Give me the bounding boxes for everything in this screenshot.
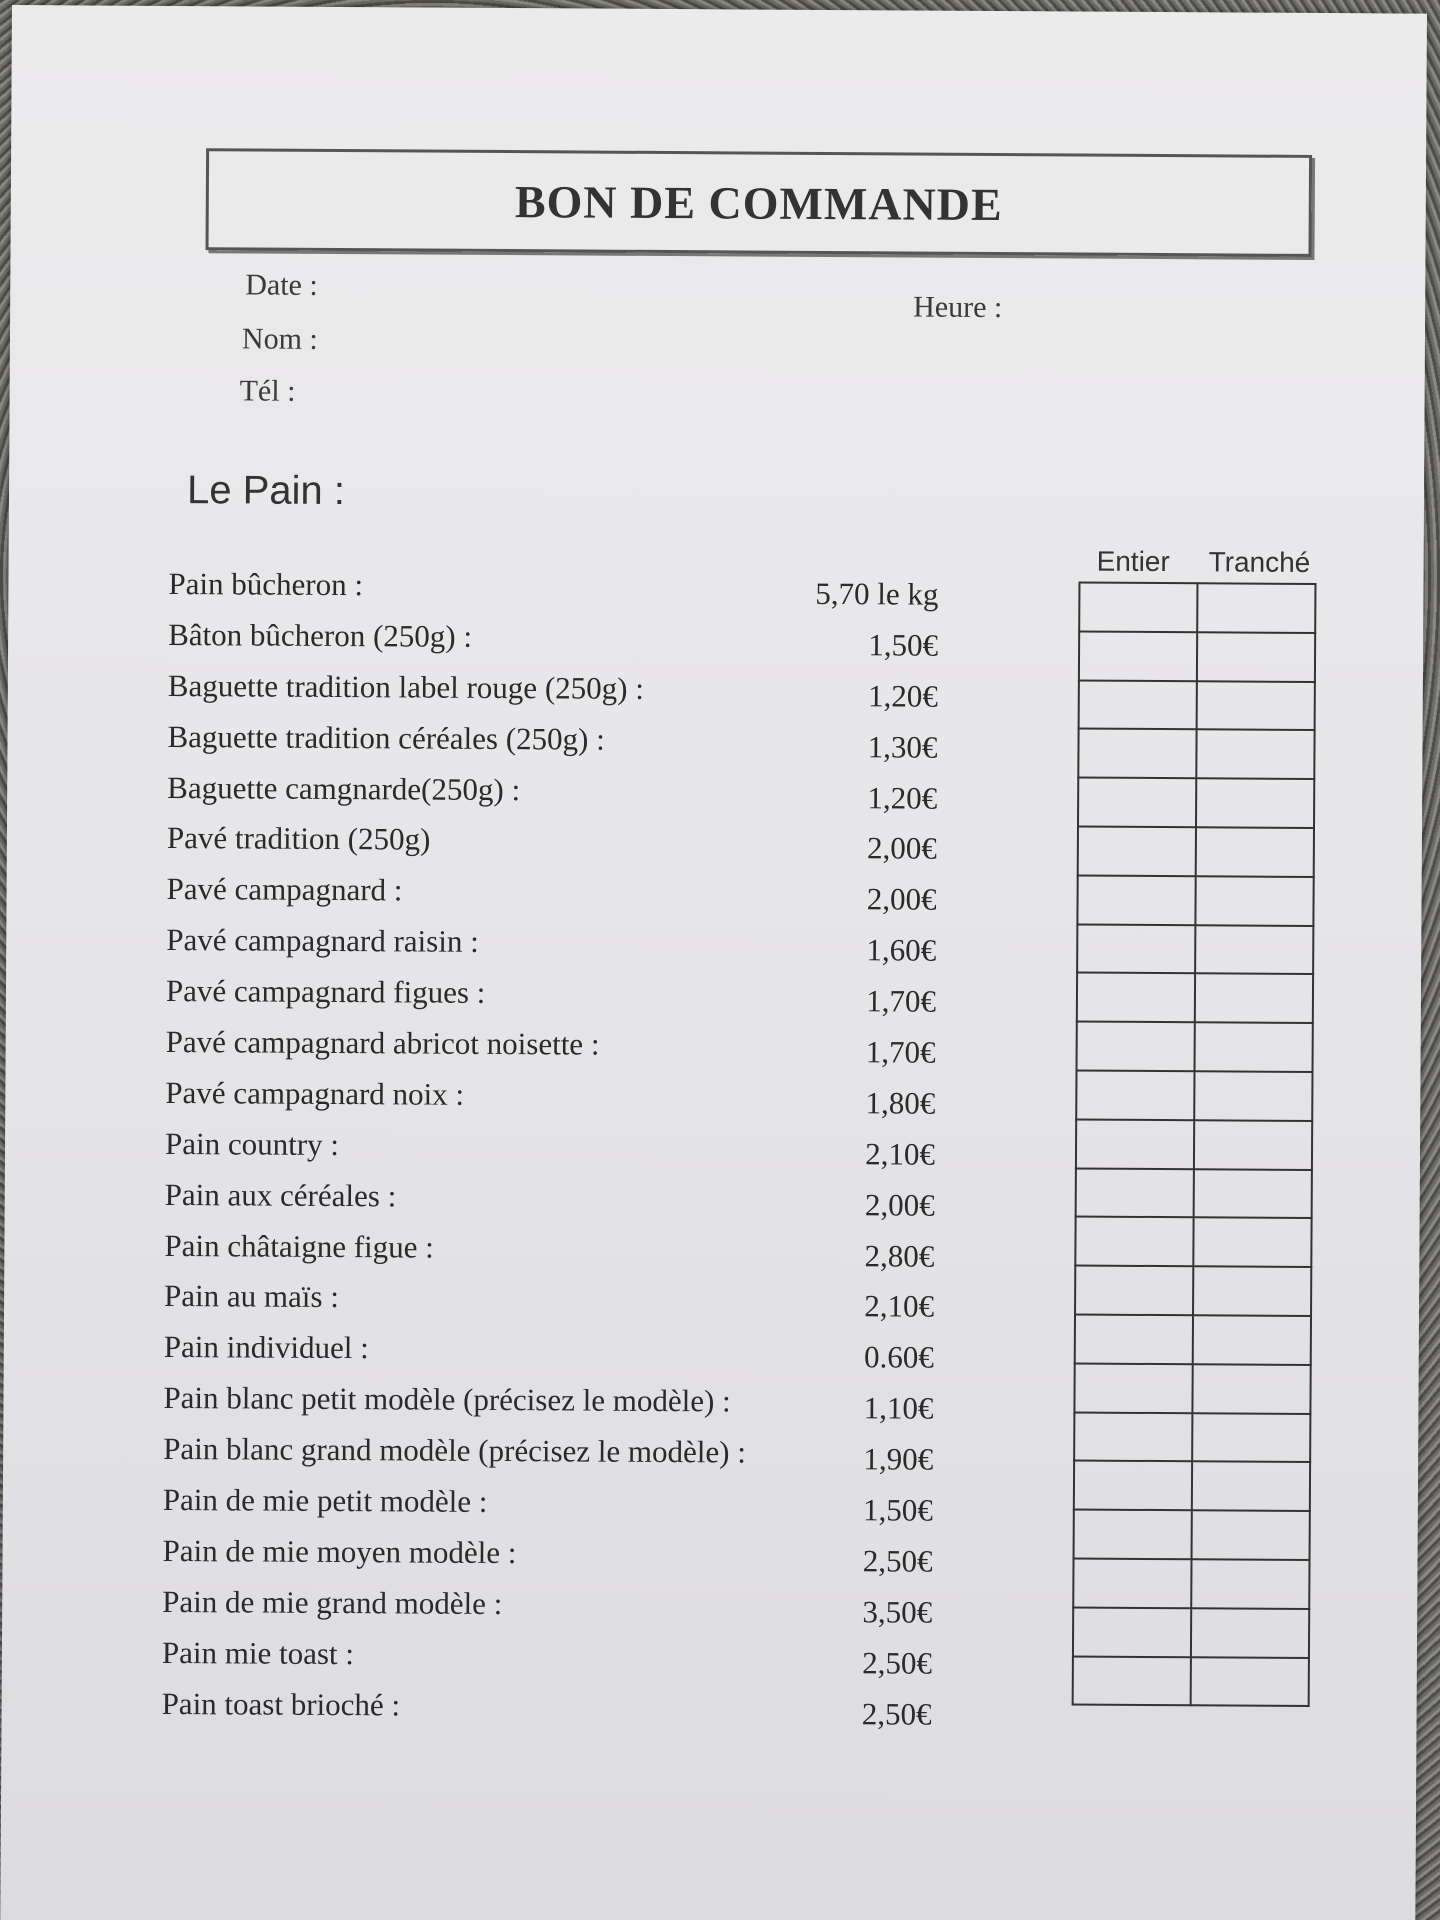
grid-row xyxy=(1076,1168,1312,1218)
list-item xyxy=(163,1431,933,1487)
grid-row xyxy=(1078,729,1314,779)
tranche-box[interactable] xyxy=(1194,1071,1312,1121)
item-name: Pain de mie petit modèle : xyxy=(162,1481,488,1519)
section-title-pain: Le Pain : xyxy=(186,468,346,514)
entier-box[interactable] xyxy=(1076,1168,1194,1218)
title-frame xyxy=(206,148,1313,257)
item-price: 2,00€ xyxy=(866,881,937,918)
item-name: Pain bûcheron : xyxy=(168,565,364,603)
date-label: Date : xyxy=(245,268,318,302)
list-item xyxy=(168,668,938,724)
item-name: Pain country : xyxy=(164,1125,340,1162)
tranche-box[interactable] xyxy=(1192,1364,1310,1414)
bread-price-list xyxy=(161,566,938,1741)
item-price: 1,20€ xyxy=(867,678,938,714)
tranche-box[interactable] xyxy=(1195,876,1313,926)
grid-row xyxy=(1076,1119,1312,1169)
list-item xyxy=(166,871,936,927)
grid-row xyxy=(1079,631,1315,681)
grid-row xyxy=(1073,1558,1309,1608)
entier-box[interactable] xyxy=(1077,924,1195,974)
item-name: Bâton bûcheron (250g) : xyxy=(168,616,473,654)
grid-row xyxy=(1077,924,1313,974)
item-price: 1,50€ xyxy=(868,627,939,663)
tranche-box[interactable] xyxy=(1193,1315,1311,1365)
tranche-box[interactable] xyxy=(1192,1462,1310,1512)
page-title: BON DE COMMANDE xyxy=(514,175,1003,230)
item-name: Baguette tradition label rouge (250g) : xyxy=(167,667,645,706)
item-price: 2,50€ xyxy=(861,1695,932,1732)
list-item xyxy=(162,1533,932,1589)
tranche-box[interactable] xyxy=(1191,1657,1309,1707)
tranche-box[interactable] xyxy=(1196,730,1314,780)
heure-label: Heure : xyxy=(913,290,1003,325)
list-item xyxy=(162,1584,932,1640)
order-quantity-grid xyxy=(1072,582,1317,1708)
list-item xyxy=(165,1126,935,1182)
item-name: Pavé campagnard abricot noisette : xyxy=(165,1023,600,1062)
grid-row xyxy=(1076,1070,1312,1120)
tranche-box[interactable] xyxy=(1191,1559,1309,1609)
grid-row xyxy=(1074,1510,1310,1560)
tranche-box[interactable] xyxy=(1194,1120,1312,1170)
item-name: Pavé tradition (250g) xyxy=(166,820,431,858)
item-price: 2,80€ xyxy=(864,1237,935,1274)
list-item xyxy=(168,566,938,622)
tranche-box[interactable] xyxy=(1192,1510,1310,1560)
entier-box[interactable] xyxy=(1074,1461,1192,1511)
tranche-box[interactable] xyxy=(1194,1169,1312,1219)
list-item xyxy=(167,820,937,876)
tranche-box[interactable] xyxy=(1196,827,1314,877)
item-name: Baguette tradition céréales (250g) : xyxy=(167,718,605,757)
item-price: 1,20€ xyxy=(867,779,938,816)
item-name: Pavé campagnard noix : xyxy=(165,1074,465,1112)
tel-label: Tél : xyxy=(239,374,296,408)
list-item xyxy=(164,1228,934,1284)
entier-box[interactable] xyxy=(1079,680,1197,730)
item-price: 1,90€ xyxy=(863,1441,934,1477)
item-price: 2,50€ xyxy=(862,1543,933,1579)
tranche-box[interactable] xyxy=(1196,778,1314,828)
tranche-box[interactable] xyxy=(1195,974,1313,1024)
grid-row xyxy=(1078,778,1314,828)
item-price: 2,50€ xyxy=(862,1644,932,1681)
item-name: Pain de mie moyen modèle : xyxy=(162,1532,517,1571)
grid-row xyxy=(1074,1461,1310,1511)
grid-row xyxy=(1077,875,1313,925)
entier-box[interactable] xyxy=(1073,1607,1191,1657)
grid-row xyxy=(1074,1412,1310,1462)
order-form-sheet xyxy=(0,5,1427,1920)
item-name: Pain blanc petit modèle (précisez le modèle) : xyxy=(163,1380,731,1419)
item-price: 2,10€ xyxy=(864,1288,935,1325)
entier-box[interactable] xyxy=(1074,1510,1192,1560)
nom-label: Nom : xyxy=(241,322,318,356)
tranche-box[interactable] xyxy=(1197,632,1315,682)
item-name: Pain châtaigne figue : xyxy=(164,1227,434,1265)
entier-box[interactable] xyxy=(1074,1363,1192,1413)
list-item xyxy=(165,1075,935,1131)
list-item xyxy=(162,1635,932,1691)
grid-row xyxy=(1079,680,1315,730)
list-item xyxy=(165,1177,935,1233)
entier-box[interactable] xyxy=(1077,973,1195,1023)
list-item xyxy=(166,922,936,978)
entier-box[interactable] xyxy=(1075,1217,1193,1267)
entier-box[interactable] xyxy=(1077,1022,1195,1072)
entier-box[interactable] xyxy=(1075,1314,1193,1364)
tranche-box[interactable] xyxy=(1193,1218,1311,1268)
item-price: 2,00€ xyxy=(867,830,937,867)
item-name: Pavé campagnard : xyxy=(166,871,403,908)
grid-row xyxy=(1075,1314,1311,1364)
item-price: 1,70€ xyxy=(866,983,937,1019)
item-name: Pain toast brioché : xyxy=(161,1685,401,1722)
entier-box[interactable] xyxy=(1077,875,1195,925)
grid-row xyxy=(1073,1607,1309,1657)
tranche-box[interactable] xyxy=(1192,1413,1310,1463)
entier-box[interactable] xyxy=(1078,778,1196,828)
tranche-box[interactable] xyxy=(1197,583,1315,633)
grid-row xyxy=(1075,1266,1311,1316)
item-name: Pavé campagnard raisin : xyxy=(166,922,479,960)
grid-row xyxy=(1077,973,1313,1023)
item-price: 1,80€ xyxy=(865,1085,936,1121)
item-name: Pain au maïs : xyxy=(164,1278,340,1315)
list-item xyxy=(166,973,936,1029)
grid-row xyxy=(1075,1217,1311,1267)
list-item xyxy=(163,1380,933,1436)
entier-box[interactable] xyxy=(1079,583,1197,633)
item-price: 5,70 le kg xyxy=(815,575,939,612)
item-name: Pain mie toast : xyxy=(161,1634,355,1671)
item-name: Pain aux céréales : xyxy=(164,1176,397,1214)
item-price: 0.60€ xyxy=(863,1339,934,1376)
column-header-tranche: Tranché xyxy=(1208,546,1311,578)
list-item xyxy=(163,1482,933,1538)
item-name: Pain de mie grand modèle : xyxy=(162,1583,503,1621)
entier-box[interactable] xyxy=(1073,1656,1191,1706)
entier-box[interactable] xyxy=(1079,631,1197,681)
list-item xyxy=(165,1024,935,1080)
list-item xyxy=(161,1686,931,1742)
item-name: Pain individuel : xyxy=(163,1329,369,1366)
grid-row xyxy=(1074,1363,1310,1413)
tranche-box[interactable] xyxy=(1195,1022,1313,1072)
list-item xyxy=(168,617,938,673)
tranche-box[interactable] xyxy=(1191,1608,1309,1658)
item-price: 3,50€ xyxy=(862,1594,933,1630)
entier-box[interactable] xyxy=(1074,1412,1192,1462)
item-price: 2,10€ xyxy=(865,1136,936,1172)
item-price: 1,30€ xyxy=(867,728,938,765)
item-price: 2,00€ xyxy=(864,1186,935,1223)
entier-box[interactable] xyxy=(1076,1070,1194,1120)
entier-box[interactable] xyxy=(1078,729,1196,779)
item-name: Pavé campagnard figues : xyxy=(165,973,486,1011)
tranche-box[interactable] xyxy=(1197,681,1315,731)
grid-row xyxy=(1079,583,1315,633)
item-price: 1,10€ xyxy=(863,1390,934,1426)
grid-row xyxy=(1077,1022,1313,1072)
grid-row xyxy=(1073,1656,1309,1706)
entier-box[interactable] xyxy=(1076,1119,1194,1169)
item-name: Baguette camgnarde(250g) : xyxy=(167,769,521,807)
entier-box[interactable] xyxy=(1073,1558,1191,1608)
list-item xyxy=(167,719,937,775)
tranche-box[interactable] xyxy=(1193,1266,1311,1316)
grid-row xyxy=(1078,827,1314,877)
tranche-box[interactable] xyxy=(1195,925,1313,975)
list-item xyxy=(167,770,937,826)
item-price: 1,60€ xyxy=(866,932,937,968)
list-item xyxy=(164,1278,934,1334)
item-name: Pain blanc grand modèle (précisez le modèle) : xyxy=(163,1431,747,1470)
item-price: 1,50€ xyxy=(862,1492,933,1528)
entier-box[interactable] xyxy=(1078,827,1196,877)
column-header-entier: Entier xyxy=(1096,545,1170,578)
item-price: 1,70€ xyxy=(865,1034,936,1070)
entier-box[interactable] xyxy=(1075,1266,1193,1316)
list-item xyxy=(164,1329,934,1385)
